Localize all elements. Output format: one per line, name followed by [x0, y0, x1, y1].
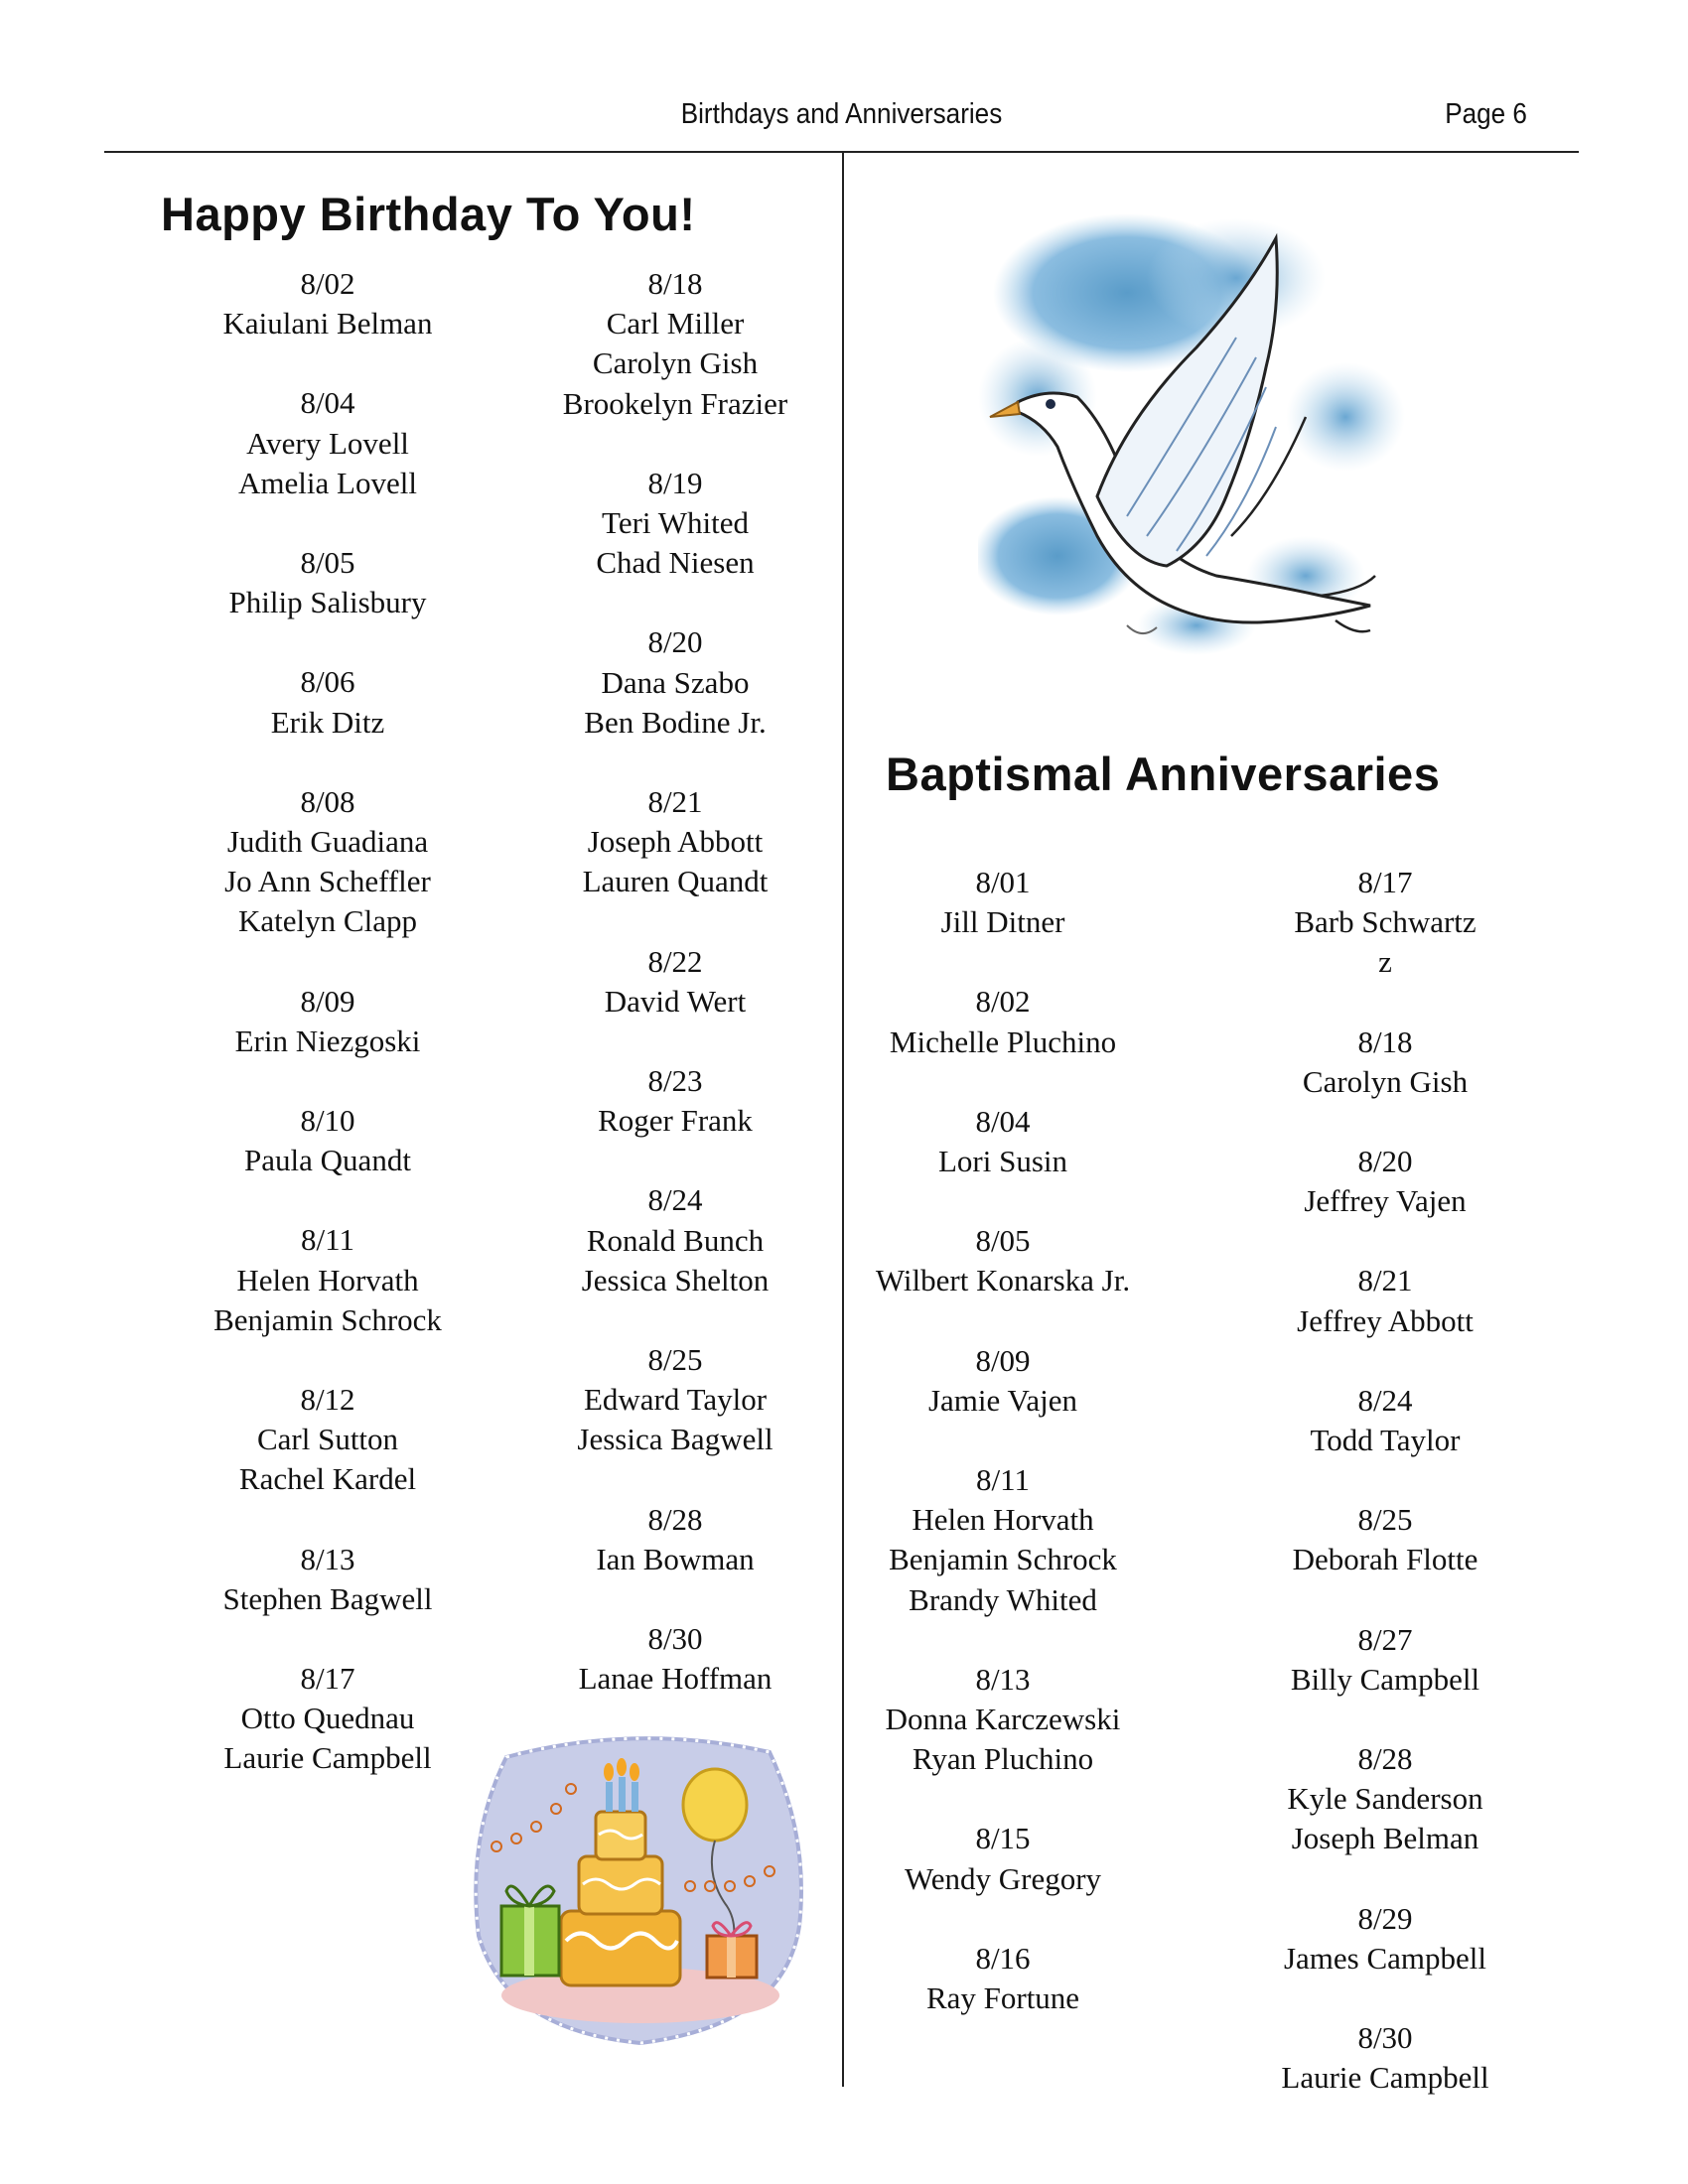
date-entry	[526, 1180, 824, 1300]
date-entry	[854, 1341, 1152, 1421]
entry-date: 8/02	[300, 266, 355, 301]
entry-date: 8/11	[301, 1222, 354, 1258]
entry-name: Jessica Shelton	[581, 1262, 770, 1297]
date-entry	[1236, 1899, 1534, 1979]
date-entry	[179, 1380, 477, 1500]
entry-name: Dana Szabo	[601, 664, 750, 700]
date-entry	[526, 464, 824, 584]
entry-date: 8/13	[975, 1661, 1031, 1697]
entry-name: Avery Lovell	[246, 425, 409, 461]
header-title: Birthdays and Anniversaries	[680, 98, 1003, 130]
date-entry	[1236, 1381, 1534, 1460]
entry-name: Deborah Flotte	[1292, 1542, 1478, 1577]
entry-name: Carl Sutton	[256, 1422, 399, 1457]
entry-name: Benjamin Schrock	[889, 1542, 1117, 1577]
entry-name: Wendy Gregory	[904, 1860, 1102, 1896]
entry-name: Brookelyn Frazier	[562, 385, 788, 421]
entry-name: Ben Bodine Jr.	[584, 704, 767, 740]
entry-name: Barb Schwartz	[1294, 904, 1477, 940]
baptismal-column-2	[1236, 863, 1534, 2137]
entry-name: Lori Susin	[937, 1144, 1068, 1179]
column-divider	[842, 153, 844, 2087]
entry-date: 8/17	[300, 1661, 355, 1697]
entry-name: Amelia Lovell	[238, 465, 417, 500]
date-entry	[854, 1819, 1152, 1898]
entry-name: Judith Guadiana	[226, 824, 429, 860]
entry-name: Helen Horvath	[236, 1262, 419, 1297]
entry-date: 8/09	[300, 983, 355, 1019]
entry-date: 8/08	[300, 783, 355, 819]
entry-name: Teri Whited	[602, 505, 749, 541]
entry-name: Joseph Belman	[1291, 1821, 1479, 1856]
entry-name: Carolyn Gish	[592, 345, 759, 381]
entry-name: Kaiulani Belman	[222, 306, 433, 341]
date-entry	[1236, 863, 1534, 983]
entry-name: Helen Horvath	[912, 1502, 1094, 1538]
entry-date: 8/29	[1357, 1900, 1413, 1936]
entry-name: Benjamin Schrock	[213, 1301, 442, 1337]
date-entry	[1236, 1261, 1534, 1340]
date-entry	[854, 1102, 1152, 1181]
entry-date: 8/24	[1357, 1382, 1413, 1418]
entry-name: Chad Niesen	[596, 545, 755, 581]
entry-name: Brandy Whited	[909, 1581, 1097, 1617]
entry-date: 8/21	[1357, 1263, 1413, 1298]
entry-date: 8/04	[300, 385, 355, 421]
date-entry	[1236, 1500, 1534, 1579]
page-header	[104, 94, 1579, 154]
entry-date: 8/18	[1357, 1024, 1413, 1059]
date-entry	[179, 1659, 477, 1779]
birthday-cake-illustration	[467, 1727, 809, 2050]
entry-name: Otto Quednau	[240, 1701, 415, 1736]
birthdays-column-1	[179, 264, 477, 1819]
entry-date: 8/16	[975, 1940, 1031, 1976]
date-entry	[179, 264, 477, 343]
date-entry	[854, 1221, 1152, 1300]
entry-date: 8/13	[300, 1541, 355, 1576]
entry-date: 8/22	[647, 943, 703, 979]
entry-name: Erin Niezgoski	[234, 1023, 421, 1058]
date-entry	[179, 1220, 477, 1340]
date-entry	[179, 782, 477, 942]
entry-name: Jeffrey Abbott	[1297, 1302, 1474, 1338]
entry-date: 8/24	[647, 1182, 703, 1218]
entry-date: 8/30	[647, 1621, 703, 1657]
entry-date: 8/11	[976, 1462, 1030, 1498]
entry-date: 8/10	[300, 1103, 355, 1139]
entry-name: Ronald Bunch	[586, 1222, 765, 1258]
entry-name: Jeffrey Vajen	[1304, 1183, 1467, 1219]
entry-name: Jamie Vajen	[927, 1382, 1078, 1418]
date-entry	[179, 383, 477, 503]
entry-date: 8/21	[647, 784, 703, 820]
entry-name: Roger Frank	[598, 1103, 753, 1139]
date-entry	[526, 1061, 824, 1141]
entry-name: Rachel Kardel	[238, 1461, 417, 1497]
entry-date: 8/28	[647, 1501, 703, 1537]
entry-date: 8/12	[300, 1382, 355, 1418]
entry-name: Laurie Campbell	[223, 1740, 432, 1776]
date-entry	[854, 1460, 1152, 1620]
entry-name: Edward Taylor	[583, 1382, 768, 1418]
entry-name: Erik Ditz	[270, 704, 385, 740]
date-entry	[1236, 1023, 1534, 1102]
entry-name: Kyle Sanderson	[1287, 1781, 1483, 1817]
entry-name: Philip Salisbury	[228, 585, 427, 620]
entry-date: 8/17	[1357, 865, 1413, 899]
date-entry	[1236, 2018, 1534, 2098]
entry-name: Stephen Bagwell	[222, 1580, 433, 1616]
date-entry	[854, 863, 1152, 942]
entry-date: 8/19	[647, 465, 703, 500]
entry-date: 8/05	[975, 1223, 1031, 1259]
entry-date: 8/18	[647, 266, 703, 301]
entry-date: 8/09	[975, 1342, 1031, 1378]
entry-name: Laurie Campbell	[1281, 2060, 1489, 2096]
page-number: Page 6	[1445, 98, 1527, 130]
entry-name: Todd Taylor	[1310, 1423, 1461, 1458]
entry-date: 8/23	[647, 1063, 703, 1099]
entry-name: Joseph Abbott	[587, 824, 764, 860]
entry-name: Ray Fortune	[925, 1980, 1080, 2016]
entry-date: 8/27	[1357, 1621, 1413, 1657]
entry-name: Lauren Quandt	[582, 864, 769, 899]
entry-name: David Wert	[604, 983, 747, 1019]
date-entry	[179, 543, 477, 622]
date-entry	[854, 1939, 1152, 2018]
date-entry	[1236, 1142, 1534, 1221]
entry-name: Jo Ann Scheffler	[224, 864, 431, 899]
date-entry	[526, 782, 824, 902]
date-entry	[526, 1619, 824, 1699]
dove-illustration	[978, 199, 1405, 665]
date-entry	[526, 622, 824, 743]
date-entry	[526, 264, 824, 424]
date-entry	[179, 1101, 477, 1180]
entry-name: z	[1378, 944, 1392, 980]
birthdays-title: Happy Birthday To You!	[161, 188, 696, 240]
entry-date: 8/25	[647, 1342, 703, 1378]
entry-name: Ian Bowman	[596, 1541, 755, 1576]
entry-name: Katelyn Clapp	[238, 903, 417, 939]
entry-date: 8/04	[975, 1103, 1031, 1139]
date-entry	[526, 1500, 824, 1579]
date-entry	[526, 942, 824, 1022]
entry-date: 8/28	[1357, 1741, 1413, 1777]
entry-name: Carolyn Gish	[1302, 1063, 1469, 1099]
entry-name: Michelle Pluchino	[889, 1024, 1117, 1059]
entry-date: 8/02	[975, 984, 1031, 1020]
entry-name: Lanae Hoffman	[578, 1661, 773, 1697]
entry-date: 8/15	[975, 1821, 1031, 1856]
entry-name: James Campbell	[1283, 1940, 1487, 1976]
date-entry	[1236, 1739, 1534, 1859]
entry-date: 8/01	[975, 865, 1031, 899]
entry-name: Donna Karczewski	[885, 1702, 1121, 1737]
date-entry	[179, 982, 477, 1061]
date-entry	[1236, 1620, 1534, 1700]
entry-date: 8/06	[300, 664, 355, 700]
entry-date: 8/05	[300, 545, 355, 581]
baptismal-title: Baptismal Anniversaries	[886, 748, 1441, 800]
entry-name: Carl Miller	[606, 306, 745, 341]
entry-name: Jessica Bagwell	[577, 1422, 774, 1457]
entry-name: Ryan Pluchino	[912, 1741, 1094, 1777]
birthdays-column-2	[526, 264, 824, 1738]
entry-date: 8/20	[1357, 1144, 1413, 1179]
date-entry	[854, 1660, 1152, 1780]
entry-name: Paula Quandt	[244, 1143, 411, 1178]
entry-name: Billy Campbell	[1290, 1661, 1480, 1697]
entry-date: 8/20	[647, 624, 703, 660]
date-entry	[854, 982, 1152, 1061]
date-entry	[179, 1540, 477, 1619]
date-entry	[179, 662, 477, 742]
entry-name: Jill Ditner	[940, 904, 1065, 940]
baptismal-column-1	[854, 863, 1152, 2058]
date-entry	[526, 1340, 824, 1460]
entry-date: 8/25	[1357, 1502, 1413, 1538]
entry-name: Wilbert Konarska Jr.	[875, 1263, 1131, 1298]
entry-date: 8/30	[1357, 2020, 1413, 2056]
